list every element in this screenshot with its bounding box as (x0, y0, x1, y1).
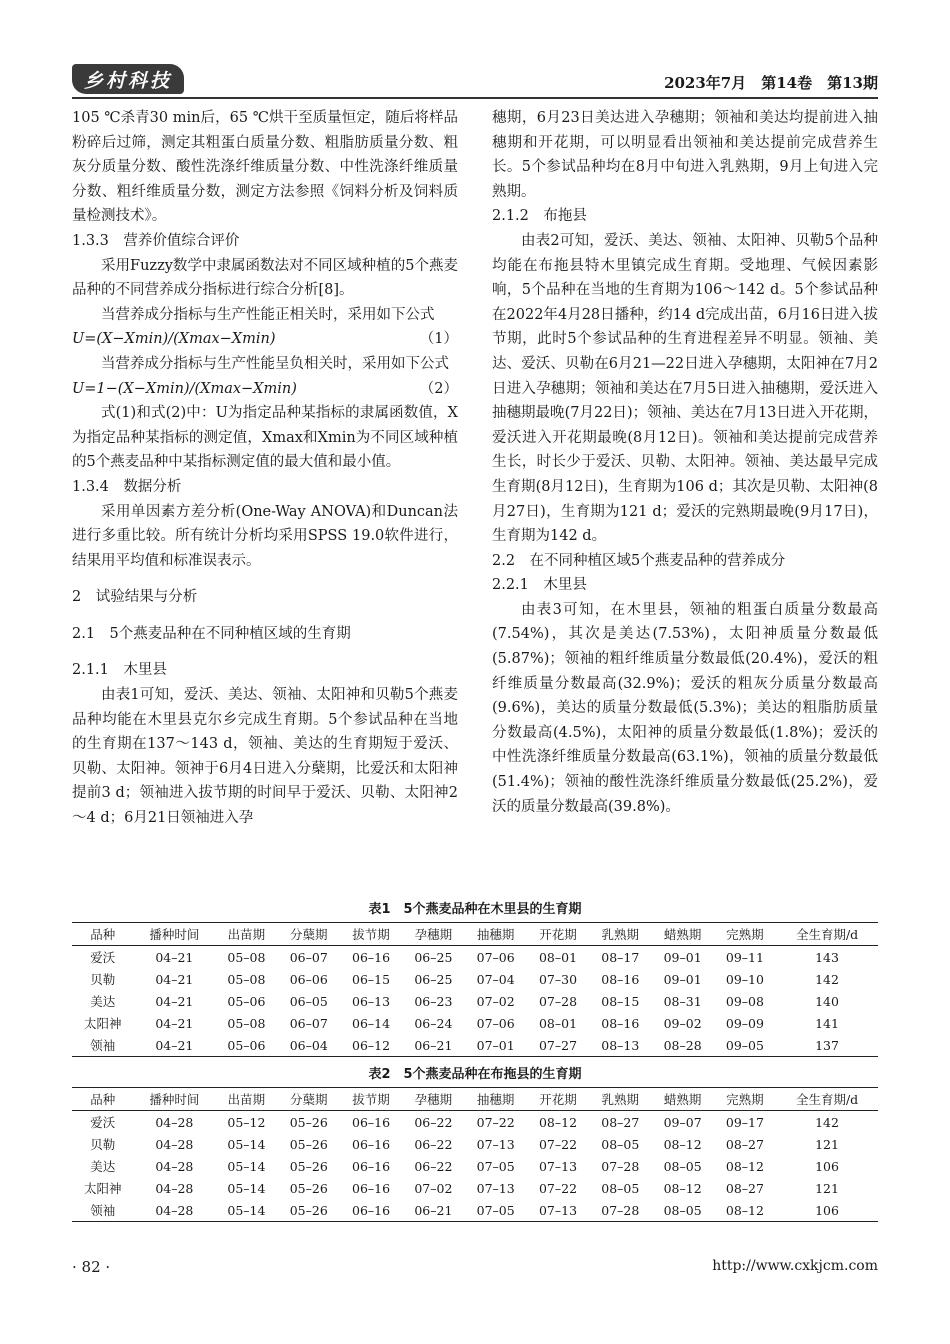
table-cell: 06–15 (352, 971, 391, 987)
table-cell: 08–16 (601, 971, 640, 987)
table-cell: 08–17 (601, 949, 640, 965)
table-cell: 美达 (90, 1159, 116, 1174)
table-cell: 06–16 (352, 1202, 391, 1218)
table-cell: 121 (815, 1180, 839, 1196)
table-cell: 06–12 (352, 1037, 391, 1053)
table-cell: 06–23 (414, 993, 453, 1009)
table-cell: 08–13 (601, 1037, 640, 1053)
table-cell: 贝勒 (90, 1137, 116, 1152)
page-number: · 82 · (72, 1258, 111, 1276)
column-header: 播种时间 (149, 1092, 200, 1107)
table-cell: 05–26 (289, 1158, 328, 1174)
column-header: 孕穗期 (414, 1092, 453, 1107)
paragraph: 式(1)和式(2)中：U为指定品种某指标的隶属函数值，X为指定品种某指标的测定值，Xmax和Xmin为不同区域种植的5个燕麦品种中某指标测定值的最大值和最小值。 (72, 405, 458, 471)
table-cell: 08–27 (725, 1180, 764, 1196)
table-cell: 05–14 (227, 1136, 266, 1152)
table-cell: 太阳神 (83, 1016, 122, 1031)
column-header: 完熟期 (726, 1092, 764, 1107)
table-cell: 06–14 (352, 1015, 391, 1031)
column-header: 播种时间 (149, 927, 200, 942)
table-row (72, 968, 878, 990)
table-cell: 06–04 (289, 1037, 328, 1053)
paragraph: 当营养成分指标与生产性能正相关时，采用如下公式 (101, 306, 435, 323)
table-cell: 06–16 (352, 1136, 391, 1152)
column-header: 抽穗期 (476, 1092, 515, 1107)
table-cell: 06–06 (289, 971, 328, 987)
column-header: 蜡熟期 (663, 927, 702, 942)
table-cell: 04–28 (155, 1158, 194, 1174)
section-heading: 2.2 在不同种植区域5个燕麦品种的营养成分 (492, 552, 786, 569)
table-header-row (72, 923, 878, 946)
table-cell: 08–05 (601, 1136, 640, 1152)
table-header-row (72, 1088, 878, 1111)
table-cell: 07–06 (476, 949, 515, 965)
column-header: 分蘖期 (289, 927, 328, 942)
table-cell: 领袖 (90, 1038, 116, 1053)
table-cell: 05–26 (289, 1136, 328, 1152)
table-cell: 07–22 (538, 1180, 578, 1196)
table-cell: 08–16 (601, 1015, 640, 1031)
table-cell: 爱沃 (90, 950, 116, 965)
section-heading: 2.2.1 木里县 (492, 577, 587, 594)
table-cell: 08–12 (725, 1202, 764, 1218)
table-cell: 05–26 (289, 1180, 328, 1196)
table-cell: 06–07 (289, 949, 328, 965)
table-cell: 06–16 (352, 949, 391, 965)
table-cell: 07–02 (476, 993, 515, 1009)
table-cell: 07–13 (476, 1180, 515, 1196)
table-cell: 121 (815, 1136, 839, 1152)
table-cell: 143 (815, 949, 839, 965)
table-cell: 06–21 (414, 1037, 453, 1053)
table-cell: 04–21 (155, 971, 194, 987)
table-cell: 09–07 (663, 1114, 702, 1130)
table-row (72, 1012, 878, 1034)
table-cell: 05–14 (227, 1180, 266, 1196)
table-cell: 06–25 (414, 971, 453, 987)
table-cell: 09–17 (725, 1114, 764, 1130)
table-row (72, 946, 878, 969)
table-cell: 05–14 (227, 1158, 266, 1174)
table-cell: 贝勒 (90, 972, 116, 987)
table-2 (72, 1063, 878, 1222)
table-cell: 09–02 (663, 1015, 702, 1031)
issue-info: 2023年7月 第14卷 第13期 (664, 74, 878, 92)
table-cell: 142 (815, 971, 839, 987)
table-row (72, 1199, 878, 1222)
formula-text: U=(X−Xmin)/(Xmax−Xmin) (72, 331, 276, 348)
right-column (492, 106, 878, 819)
table-cell: 05–08 (227, 971, 266, 987)
table-cell: 08–12 (538, 1114, 578, 1130)
table-row (72, 990, 878, 1012)
table-cell: 07–22 (476, 1114, 515, 1130)
column-header: 全生育期/d (795, 927, 859, 942)
table-cell: 06–05 (289, 993, 328, 1009)
table-cell: 08–27 (601, 1114, 640, 1130)
table-cell: 太阳神 (83, 1181, 122, 1196)
paragraph: 由表1可知，爱沃、美达、领袖、太阳神和贝勒5个燕麦品种均能在木里县克尔乡完成生育期。5个参试品种在当地的生育期在137～143 d，领袖、美达的生育期短于爱沃、贝勒、太阳神。领神于6月4日进入分蘖期，比爱沃和太阳神提前3 d；领袖进入拔节期的时间早于爱沃、贝勒、太阳神2～4 d；6月21日领袖进入孕 (72, 687, 458, 827)
column-header: 品种 (90, 1092, 116, 1107)
table-cell: 08–12 (663, 1180, 702, 1196)
formula (72, 327, 458, 352)
column-header: 蜡熟期 (663, 1092, 702, 1107)
table-cell: 06–24 (414, 1015, 453, 1031)
table-cell: 07–01 (476, 1037, 515, 1053)
table-cell: 09–09 (725, 1015, 764, 1031)
table-cell: 05–12 (227, 1114, 266, 1130)
table-cell: 爱沃 (90, 1115, 116, 1130)
paragraph: 由表2可知，爱沃、美达、领袖、太阳神、贝勒5个品种均能在布拖县特木里镇完成生育期。受地理、气候因素影响，5个品种在当地的生育期为106～142 d。5个参试品种在2022年4月28日播种，约14 d完成出苗，6月16日进入拔节期，此时5个参试品种的生育进程差异不明显。领袖、美达、爱沃、贝勒在6月21—22日进入孕穗期，太阳神在7月2日进入孕穗期；领袖和美达在7月5日进入抽穗期，爱沃进入抽穗期最晚(7月22日)；领袖、美达在7月13日进入开花期，爱沃进入开花期最晚(8月12日)。领袖和美达提前完成营养生长，时长少于爱沃、贝勒、太阳神。领袖、美达最早完成生育期(8月12日)，生育期为106 d；其次是贝勒、太阳神(8月27日)，生育期为121 d；爱沃的完熟期最晚(9月17日)，生育期为142 d。 (492, 232, 878, 545)
table-cell: 06–16 (352, 1180, 391, 1196)
header-rule (72, 97, 878, 99)
table-row (72, 1155, 878, 1177)
table-cell: 06–07 (289, 1015, 328, 1031)
table-cell: 09–05 (725, 1037, 764, 1053)
table-cell: 05–08 (227, 949, 266, 965)
table-cell: 137 (815, 1037, 839, 1053)
table-cell: 08–05 (663, 1158, 702, 1174)
table-cell: 05–14 (227, 1202, 266, 1218)
table-cell: 142 (815, 1114, 839, 1130)
table-cell: 05–26 (289, 1114, 328, 1130)
section-heading: 2.1.2 布拖县 (492, 208, 587, 225)
table-cell: 07–30 (538, 971, 578, 987)
paragraph: 105 ℃杀青30 min后，65 ℃烘干至质量恒定，随后将样品粉碎后过筛，测定其粗蛋白质量分数、粗脂肪质量分数、粗灰分质量分数、酸性洗涤纤维质量分数、中性洗涤纤维质量分数、粗纤维质量分数，测定方法参照《饲料分析及饲料质量检测技术》。 (72, 110, 458, 225)
section-heading: 2.1.1 木里县 (72, 662, 167, 679)
table-cell: 04–28 (155, 1136, 194, 1152)
formula-number: （1） (419, 331, 458, 348)
section-heading: 2.1 5个燕麦品种在不同种植区域的生育期 (72, 625, 351, 642)
table-cell: 07–13 (538, 1202, 578, 1218)
table-cell: 06–25 (414, 949, 453, 965)
table-cell: 04–21 (155, 1015, 194, 1031)
column-header: 全生育期/d (795, 1092, 859, 1107)
column-header: 乳熟期 (601, 927, 640, 942)
table-cell: 140 (815, 993, 839, 1009)
column-header: 品种 (90, 927, 116, 942)
table-cell: 08–01 (538, 949, 578, 965)
column-header: 完熟期 (726, 927, 764, 942)
table-cell: 06–21 (414, 1202, 453, 1218)
table-cell: 07–13 (476, 1136, 515, 1152)
paragraph: 当营养成分指标与生产性能呈负相关时，采用如下公式 (101, 355, 449, 372)
table-cell: 08–05 (601, 1180, 640, 1196)
column-header: 乳熟期 (601, 1092, 640, 1107)
formula (72, 377, 458, 402)
table-cell: 07–22 (538, 1136, 578, 1152)
table-cell: 09–01 (663, 971, 702, 987)
journal-url[interactable]: http://www.cxkjcm.com (712, 1258, 878, 1274)
paragraph: 穗期，6月23日美达进入孕穗期；领袖和美达均提前进入抽穗期和开花期，可以明显看出领袖和美达提前完成营养生长。5个参试品种均在8月中旬进入乳熟期，9月上旬进入完熟期。 (492, 110, 878, 200)
table-cell: 08–27 (725, 1136, 764, 1152)
table-row (72, 1177, 878, 1199)
table-cell: 08–15 (601, 993, 640, 1009)
column-header: 孕穗期 (414, 927, 453, 942)
table-cell: 08–12 (725, 1158, 764, 1174)
table-cell: 04–21 (155, 993, 194, 1009)
table-cell: 07–28 (601, 1202, 640, 1218)
table-cell: 08–01 (538, 1015, 578, 1031)
column-header: 抽穗期 (476, 927, 515, 942)
table-row (72, 1111, 878, 1134)
column-header: 出苗期 (227, 927, 266, 942)
formula-text: U=1−(X−Xmin)/(Xmax−Xmin) (72, 380, 297, 397)
table-cell: 美达 (90, 994, 116, 1009)
table-cell: 07–13 (538, 1158, 578, 1174)
section-heading: 2 试验结果与分析 (72, 589, 198, 606)
table-cell: 06–16 (352, 1114, 391, 1130)
table-cell: 06–22 (414, 1136, 453, 1152)
table-cell: 07–27 (538, 1037, 578, 1053)
table-2-title: 表2 5个燕麦品种在布拖县的生育期 (368, 1067, 582, 1082)
table-1-title: 表1 5个燕麦品种在木里县的生育期 (368, 902, 582, 917)
table-cell: 06–16 (352, 1158, 391, 1174)
table-row (72, 1034, 878, 1057)
table-cell: 05–08 (227, 1015, 266, 1031)
column-header: 拔节期 (352, 927, 390, 942)
table-cell: 06–22 (414, 1114, 453, 1130)
paragraph: 由表3可知，在木里县，领袖的粗蛋白质量分数最高(7.54%)，其次是美达(7.53%)，太阳神质量分数最低(5.87%)；领袖的粗纤维质量分数最低(20.4%)，爱沃的粗纤维质量分数最高(32.9%)；爱沃的粗灰分质量分数最高(9.6%)，美达的质量分数最低(5.3%)；美达的粗脂肪质量分数最高(4.5%)，太阳神的质量分数最低(1.8%)；爱沃的中性洗涤纤维质量分数最高(63.1%)，领袖的质量分数最低(51.4%)；领袖的酸性洗涤纤维质量分数最低(25.2%)，爱沃的质量分数最高(39.8%)。 (492, 601, 878, 815)
table-cell: 07–28 (538, 993, 578, 1009)
table-cell: 106 (815, 1158, 839, 1174)
table-row (72, 1133, 878, 1155)
paragraph: 采用Fuzzy数学中隶属函数法对不同区域种植的5个燕麦品种的不同营养成分指标进行综合分析[8]。 (72, 257, 458, 299)
table-cell: 04–28 (155, 1202, 194, 1218)
journal-logo: 乡村科技 (72, 64, 184, 94)
table-cell: 09–01 (663, 949, 702, 965)
table-cell: 08–31 (663, 993, 702, 1009)
column-header: 开花期 (539, 1092, 577, 1107)
table-cell: 09–11 (725, 949, 764, 965)
table-cell: 04–28 (155, 1180, 194, 1196)
left-column (72, 106, 458, 831)
table-cell: 07–04 (476, 971, 515, 987)
paragraph: 采用单因素方差分析(One-Way ANOVA)和Duncan法进行多重比较。所有统计分析均采用SPSS 19.0软件进行，结果用平均值和标准误表示。 (72, 503, 458, 569)
column-header: 出苗期 (227, 1092, 266, 1107)
section-heading: 1.3.3 营养价值综合评价 (72, 232, 240, 249)
table-cell: 07–06 (476, 1015, 515, 1031)
table-cell: 09–10 (725, 971, 764, 987)
table-cell: 141 (815, 1015, 839, 1031)
column-header: 开花期 (539, 927, 577, 942)
table-cell: 04–28 (155, 1114, 194, 1130)
table-cell: 08–05 (663, 1202, 702, 1218)
table-cell: 领袖 (90, 1203, 116, 1218)
table-cell: 08–28 (663, 1037, 702, 1053)
table-1-grid (72, 922, 878, 1057)
table-cell: 05–06 (227, 993, 266, 1009)
table-cell: 106 (815, 1202, 839, 1218)
table-1 (72, 898, 878, 1057)
table-cell: 07–05 (476, 1202, 515, 1218)
table-cell: 06–22 (414, 1158, 453, 1174)
section-heading: 1.3.4 数据分析 (72, 478, 182, 495)
column-header: 拔节期 (352, 1092, 390, 1107)
column-header: 分蘖期 (289, 1092, 328, 1107)
table-cell: 09–08 (725, 993, 764, 1009)
table-cell: 08–12 (663, 1136, 702, 1152)
table-cell: 06–13 (352, 993, 391, 1009)
formula-number: （2） (419, 380, 458, 397)
table-cell: 05–06 (227, 1037, 266, 1053)
table-cell: 04–21 (155, 1037, 194, 1053)
table-cell: 07–28 (601, 1158, 640, 1174)
table-cell: 05–26 (289, 1202, 328, 1218)
table-2-grid (72, 1087, 878, 1222)
table-cell: 07–02 (414, 1180, 453, 1196)
table-cell: 07–05 (476, 1158, 515, 1174)
table-cell: 04–21 (155, 949, 194, 965)
